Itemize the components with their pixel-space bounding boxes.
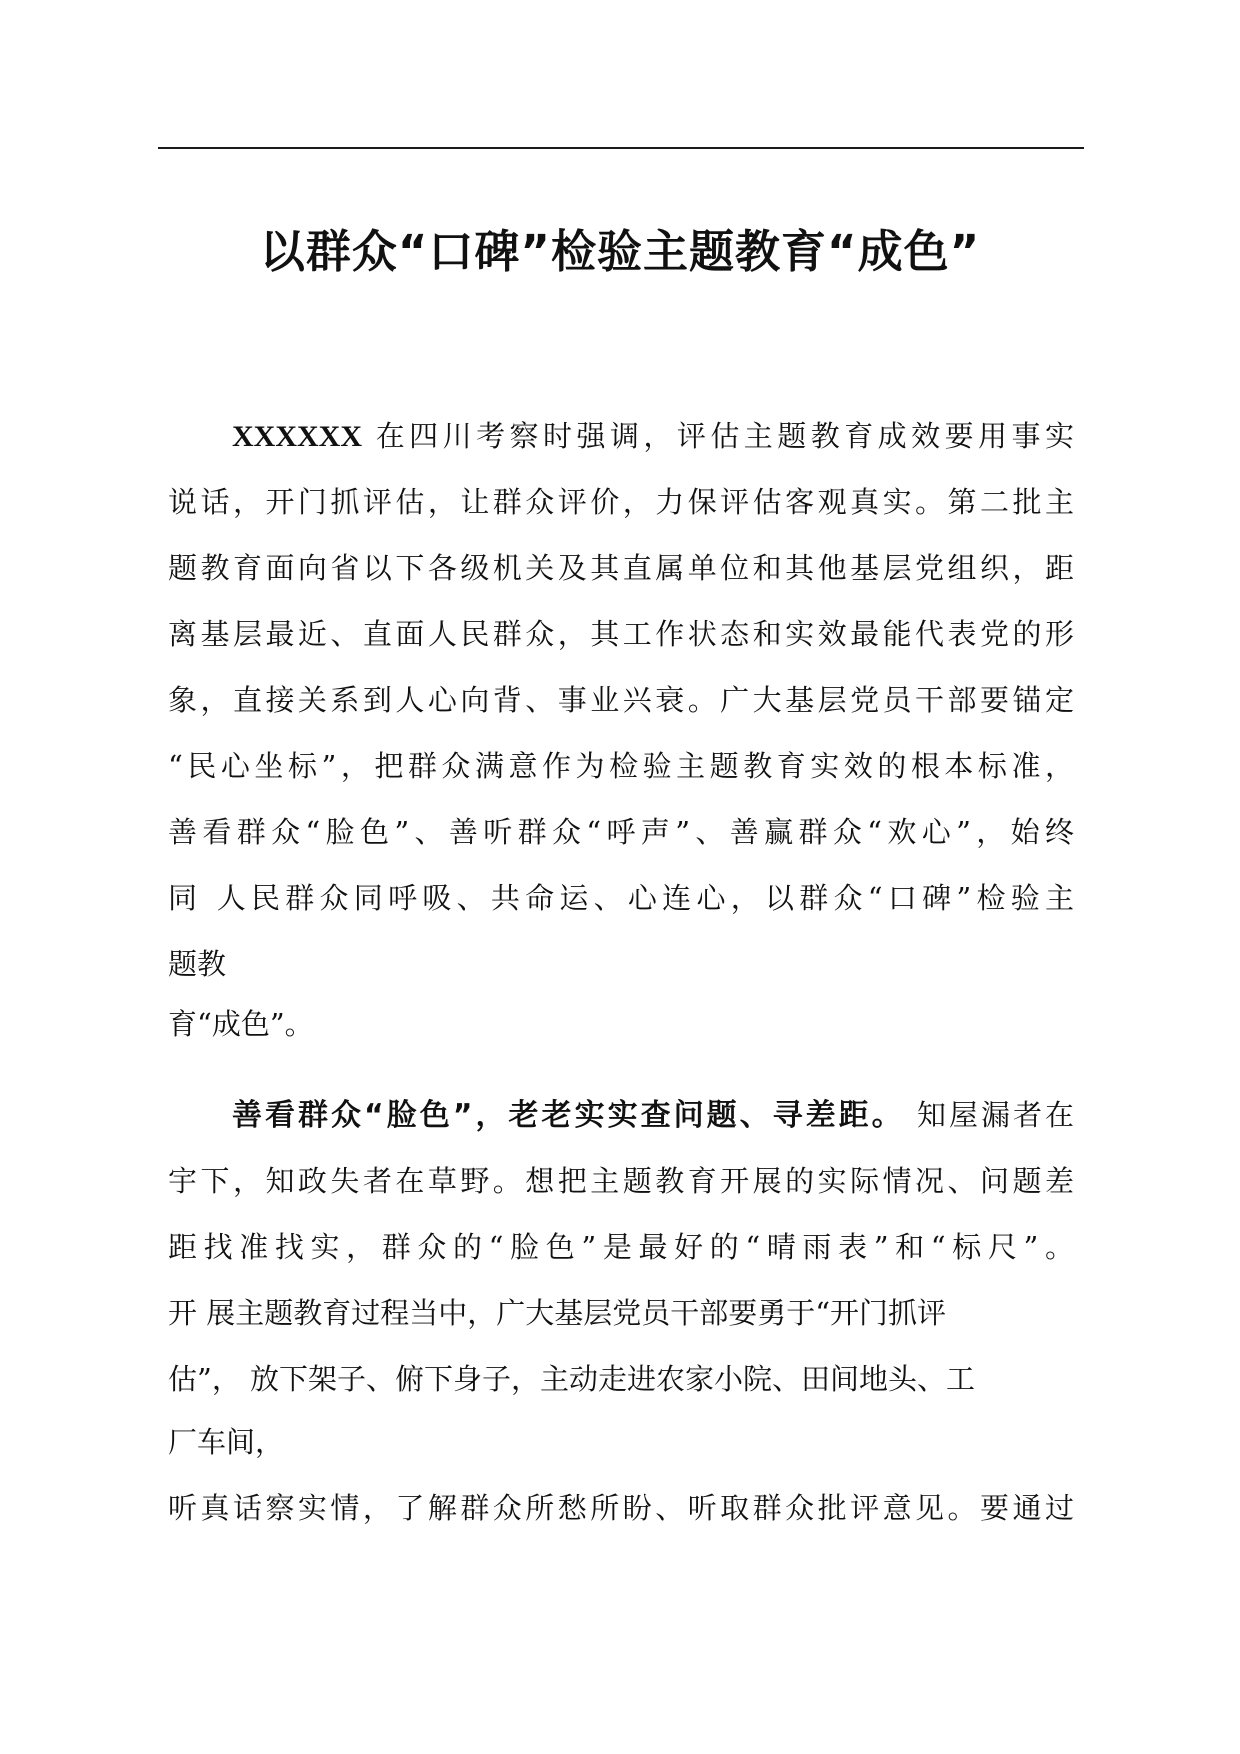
paragraph-1-line: 善看群众“脸色”、善听群众“呼声”、善赢群众“欢心”，始终 bbox=[168, 815, 1074, 849]
document-title: 以群众“口碑”检验主题教育“成色” bbox=[259, 225, 981, 278]
paragraph-2-line: 距找准找实，群众的“脸色”是最好的“晴雨表”和“标尺”。 bbox=[168, 1230, 1074, 1264]
paragraph-2-line: 开 展主题教育过程当中，广大基层党员干部要勇于“开门抓评 bbox=[168, 1296, 947, 1330]
paragraph-1-line-1-text: 在四川考察时强调，评估主题教育成效要用事实 bbox=[375, 419, 1074, 453]
paragraph-1-line: 说话，开门抓评估，让群众评价，力保评估客观真实。第二批主 bbox=[168, 485, 1074, 519]
paragraph-2-line: 听真话察实情，了解群众所愁所盼、听取群众批评意见。要通过 bbox=[168, 1491, 1074, 1525]
paragraph-1-line: 题教育面向省以下各级机关及其直属单位和其他基层党组织，距 bbox=[168, 551, 1074, 585]
paragraph-2-lead: 善看群众“脸色”，老老实实查问题、寻差距。 bbox=[232, 1098, 905, 1133]
paragraph-2-line-1 bbox=[232, 1093, 1074, 1137]
paragraph-1-line: 同 人民群众同呼吸、共命运、心连心，以群众“口碑”检验主 bbox=[168, 881, 1074, 915]
paragraph-1-line: 离基层最近、直面人民群众，其工作状态和实效最能代表党的形 bbox=[168, 617, 1074, 651]
paragraph-2-line: 宇下，知政失者在草野。想把主题教育开展的实际情况、问题差 bbox=[168, 1164, 1074, 1198]
paragraph-2-line-1-text: 知屋漏者在 bbox=[916, 1098, 1074, 1132]
header-rule bbox=[158, 147, 1084, 149]
paragraph-2-line: 估”， 放下架子、俯下身子，主动走进农家小院、田间地头、工 bbox=[168, 1362, 976, 1396]
paragraph-1-subject: XXXXXX bbox=[232, 420, 362, 453]
paragraph-1-line: 育“成色”。 bbox=[168, 1007, 314, 1041]
paragraph-2-line: 厂车间， bbox=[168, 1425, 285, 1459]
paragraph-1-line: “民心坐标”，把群众满意作为检验主题教育实效的根本标准， bbox=[168, 749, 1074, 783]
paragraph-1-line: 象，直接关系到人心向背、事业兴衰。广大基层党员干部要锚定 bbox=[168, 683, 1074, 717]
paragraph-1-line: 题教 bbox=[168, 947, 227, 981]
paragraph-1-line-1 bbox=[232, 414, 1074, 458]
